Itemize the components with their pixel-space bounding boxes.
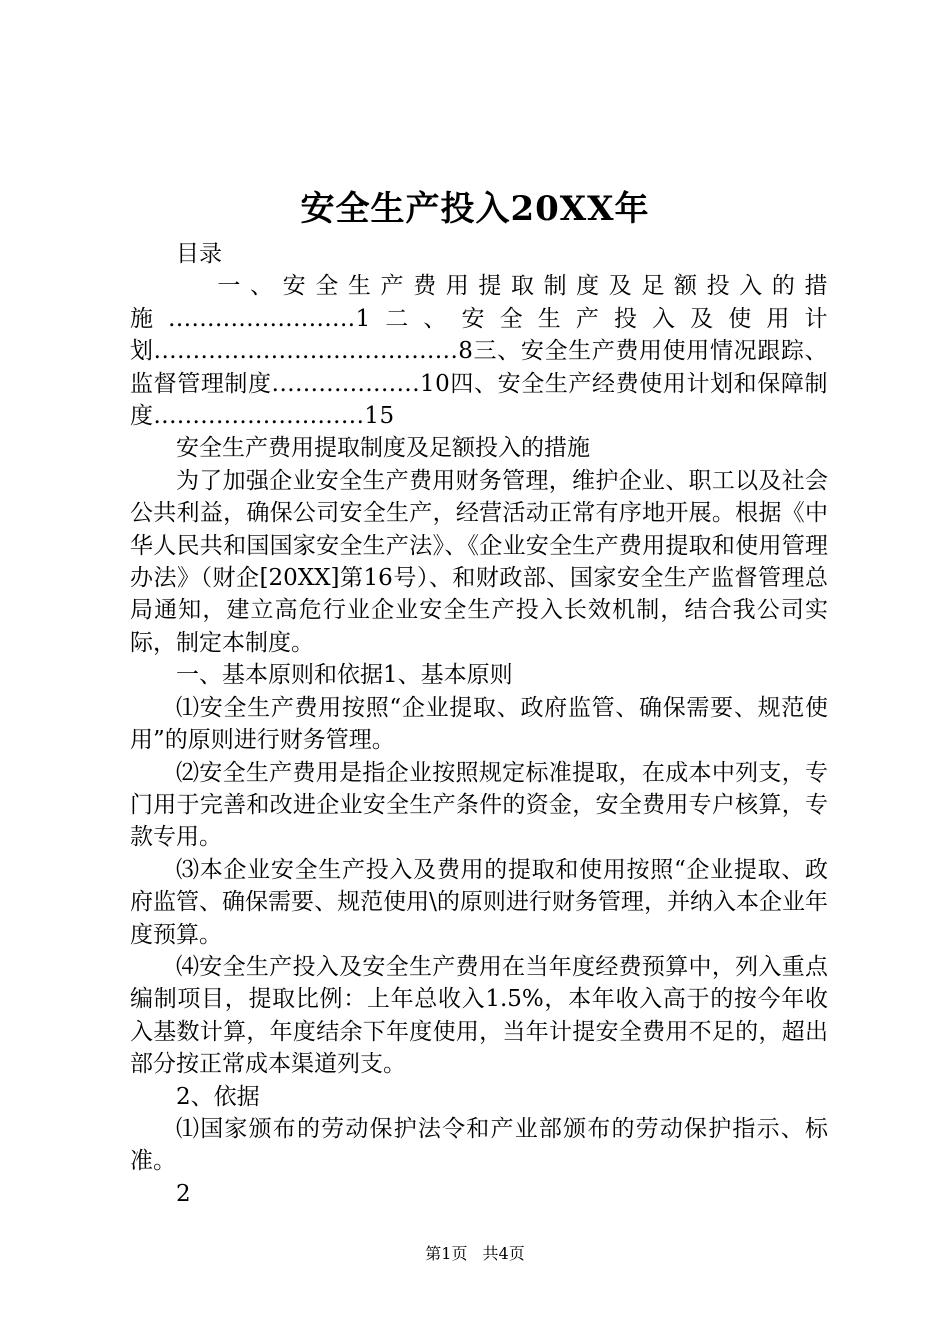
paragraph: ⑵安全生产费用是指企业按照规定标准提取，在成本中列支，专门用于完善和改进企业安全生产条件的资金，安全费用专户核算，专款专用。: [130, 759, 828, 851]
section-heading: 安全生产费用提取制度及足额投入的措施: [176, 435, 590, 462]
page-number: 第1页: [425, 1244, 468, 1263]
subsection-heading: 一、基本原则和依据1、基本原则: [176, 662, 513, 689]
total-pages: 共4页: [482, 1244, 525, 1263]
paragraph: ⑴安全生产费用按照“企业提取、政府监管、确保需要、规范使用”的原则进行财务管理。: [130, 694, 828, 754]
subsection-heading: 2、依据: [176, 1083, 260, 1110]
page-footer: [0, 1243, 950, 1265]
document-body: [130, 238, 828, 1210]
document-title: 安全生产投入20XX年: [300, 189, 650, 229]
paragraph: ⑴国家颁布的劳动保护法令和产业部颁布的劳动保护指示、标准。: [130, 1115, 828, 1175]
paragraph: ⑶本企业安全生产投入及费用的提取和使用按照“企业提取、政府监管、确保需要、规范使用\的原则进行财务管理，并纳入本企业年度预算。: [130, 856, 828, 948]
paragraph: ⑷安全生产投入及安全生产费用在当年度经费预算中，列入重点编制项目，提取比例：上年总收入1.5%，本年收入高于的按今年收入基数计算，年度结余下年度使用，当年计提安全费用不足的，超出部分按正常成本渠道列支。: [130, 953, 828, 1078]
table-of-contents: 一、安全生产费用提取制度及足额投入的措施........................1二、安全生产投入及使用计划.......................................8三、安全生产费用使用情况跟踪、监督管理制度...................10四、安全生产经费使用计划和保障制度...........................15: [130, 273, 828, 430]
toc-heading: 目录: [176, 241, 222, 267]
paragraph: 2: [176, 1180, 191, 1207]
paragraph: 为了加强企业安全生产费用财务管理，维护企业、职工以及社会公共利益，确保公司安全生产，经营活动正常有序地开展。根据《中华人民共和国国家安全生产法》、《企业安全生产费用提取和使用管理办法》（财企[20XX]第16号）、和财政部、国家安全生产监督管理总局通知，建立高危行业企业安全生产投入长效机制，结合我公司实际，制定本制度。: [130, 467, 828, 656]
